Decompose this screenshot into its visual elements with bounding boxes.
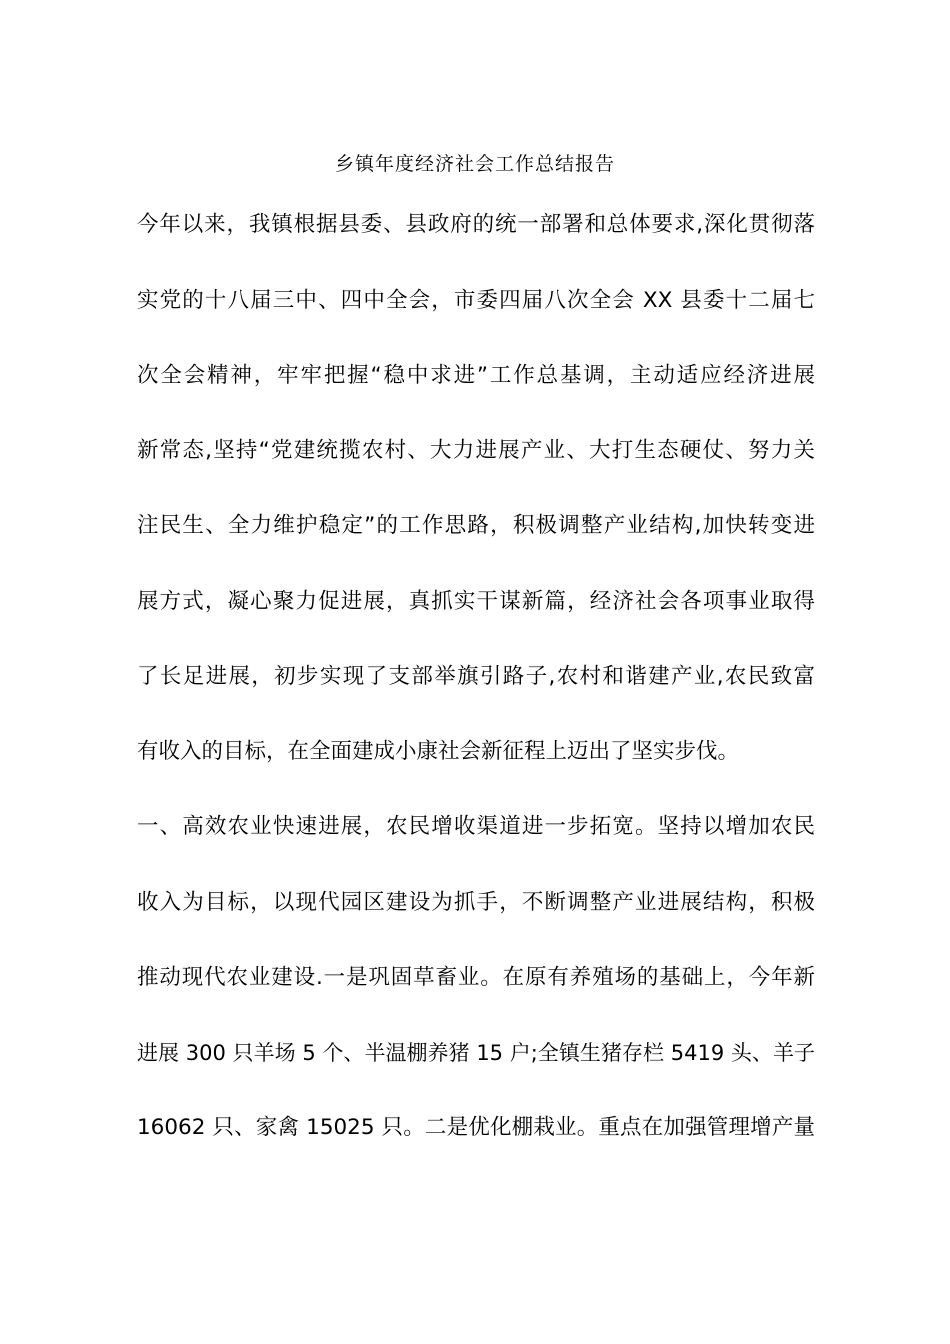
paragraph-line: 进展 300 只羊场 5 个、半温棚养猪 15 户;全镇生猪存栏 5419 头、羊子 bbox=[137, 1041, 815, 1065]
paragraph-line: 收入为目标，以现代园区建设为抓手，不断调整产业进展结构，积极 bbox=[137, 890, 815, 915]
paragraph-line: 今年以来，我镇根据县委、县政府的统一部署和总体要求,深化贯彻落 bbox=[137, 212, 815, 237]
paragraph-line: 推动现代农业建设.一是巩固草畜业。在原有养殖场的基础上，今年新 bbox=[137, 965, 815, 990]
paragraph-line: 实党的十八届三中、四中全会，市委四届八次全会 XX 县委十二届七 bbox=[137, 288, 815, 313]
paragraph-line: 展方式，凝心聚力促进展，真抓实干谋新篇，经济社会各项事业取得 bbox=[137, 589, 815, 614]
paragraph-line: 16062 只、家禽 15025 只。二是优化棚栽业。重点在加强管理增产量 bbox=[137, 1115, 815, 1140]
paragraph-line: 新常态,坚持“党建统揽农村、大力进展产业、大打生态硬仗、努力关 bbox=[137, 438, 815, 463]
paragraph-line: 次全会精神，牢牢把握“稳中求进”工作总基调，主动适应经济进展 bbox=[137, 363, 815, 388]
paragraph-line: 一、高效农业快速进展，农民增收渠道进一步拓宽。坚持以增加农民 bbox=[137, 814, 815, 839]
paragraph-line: 有收入的目标，在全面建成小康社会新征程上迈出了坚实步伐。 bbox=[137, 739, 740, 764]
document-title: 乡镇年度经济社会工作总结报告 bbox=[334, 153, 615, 175]
paragraph-line: 注民生、全力维护稳定”的工作思路，积极调整产业结构,加快转变进 bbox=[137, 513, 815, 538]
paragraph-line: 了长足进展，初步实现了支部举旗引路子,农村和谐建产业,农民致富 bbox=[137, 664, 815, 689]
